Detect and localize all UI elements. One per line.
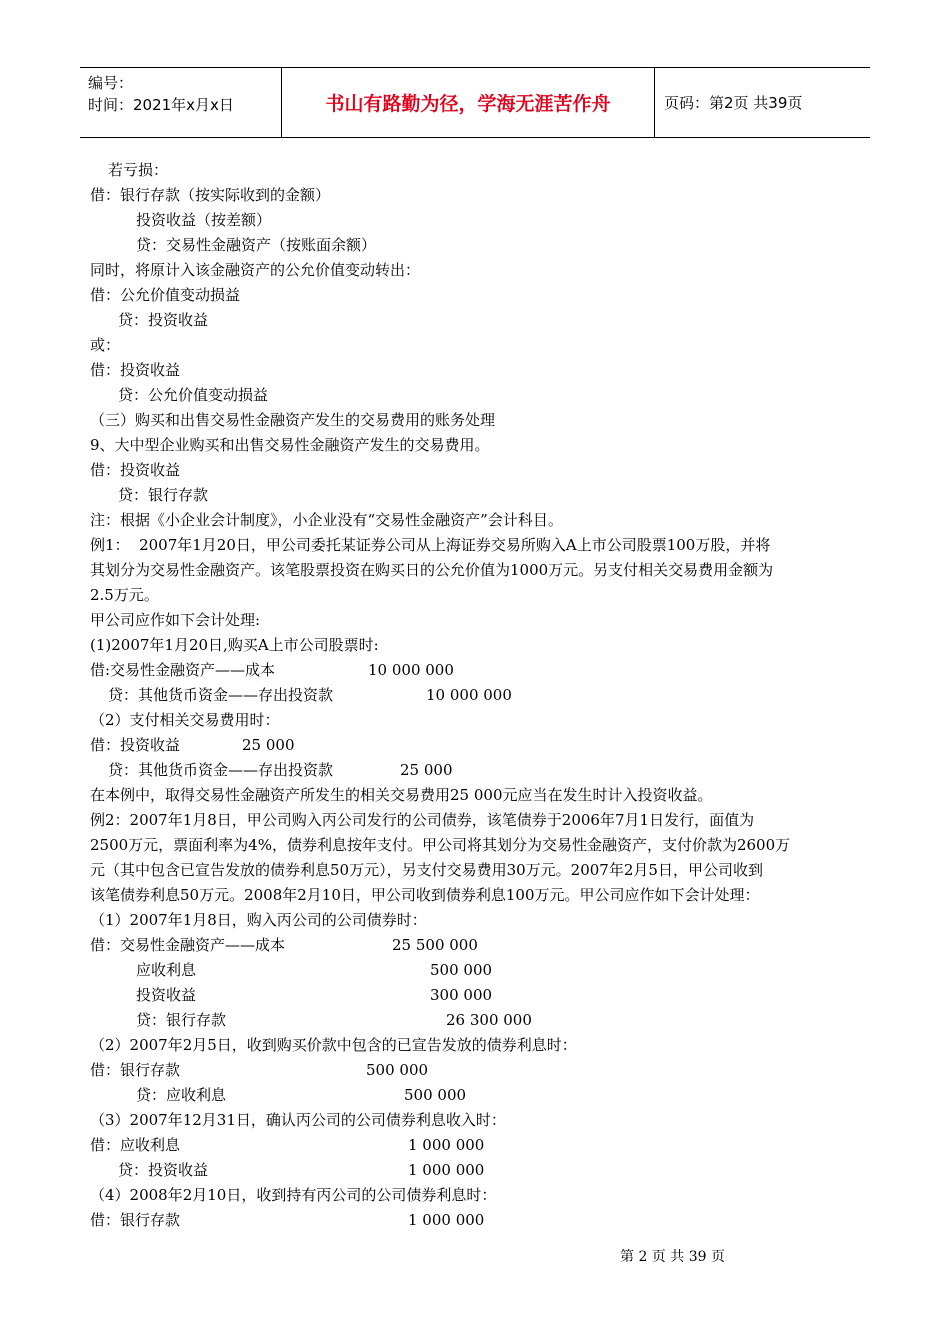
entry-account: 贷：应收利息 [136,1086,227,1104]
entry-amount: 25 000 [400,761,453,779]
entry-amount: 10 000 000 [426,686,512,704]
entry-amount: 25 500 000 [392,936,478,954]
text-line: （2）2007年2月5日，收到购买价款中包含的已宣告发放的债券利息时： [90,1036,577,1054]
entry-account: 贷：其他货币资金——存出投资款 [108,761,334,779]
entry-account: 投资收益 [136,986,197,1004]
text-line: （3）2007年12月31日，确认丙公司的公司债券利息收入时： [90,1111,506,1129]
header-divider [654,68,655,137]
entry-account: 借：银行存款 [90,1061,181,1079]
header-number: 编号： [88,74,134,92]
text-line: （4）2008年2月10日，收到持有丙公司的公司债券利息时： [90,1186,497,1204]
text-line: 2.5万元。 [90,586,159,604]
entry-account: 贷：投资收益 [118,1161,209,1179]
page-header [80,67,870,138]
header-page-number: 页码：第2页 共39页 [664,94,803,112]
text-line: 其划分为交易性金融资产。该笔股票投资在购买日的公允价值为1000万元。另支付相关交易费用金额为 [90,561,774,579]
text-line: 贷：银行存款 [118,486,209,504]
entry-amount: 10 000 000 [368,661,454,679]
text-line: 该笔债券利息50万元。2008年2月10日，甲公司收到债券利息100万元。甲公司应作如下会计处理： [90,886,760,904]
entry-account: 借：应收利息 [90,1136,181,1154]
text-line: 借：银行存款（按实际收到的金额） [90,186,331,204]
text-line: (1)2007年1月20日,购买A上市公司股票时: [90,636,379,654]
section-heading: （三）购买和出售交易性金融资产发生的交易费用的账务处理 [90,411,496,429]
header-time: 时间：2021年x月x日 [88,96,234,114]
text-line: 例2：2007年1月8日，甲公司购入丙公司发行的公司债券，该笔债券于2006年7月1日发行，面值为 [90,811,755,829]
text-line: 2500万元，票面利率为4%，债券利息按年支付。甲公司将其划分为交易性金融资产，支付价款为2600万 [90,836,791,854]
text-line: 例1： 2007年1月20日，甲公司委托某证券公司从上海证券交易所购入A上市公司股票100万股，并将 [90,536,771,554]
entry-account: 借：交易性金融资产——成本 [90,936,286,954]
entry-amount: 500 000 [366,1061,429,1079]
entry-account: 贷：银行存款 [136,1011,227,1029]
text-line: 若亏损： [108,161,169,179]
text-line: 贷：投资收益 [118,311,209,329]
text-line: 借：投资收益 [90,361,181,379]
entry-amount: 26 300 000 [446,1011,532,1029]
entry-account: 应收利息 [136,961,197,979]
text-line: 元（其中包含已宣告发放的债券利息50万元），另支付交易费用30万元。2007年2月5日，甲公司收到 [90,861,763,879]
footer-page-number: 第 2 页 共 39 页 [620,1249,725,1265]
header-motto: 书山有路勤为径，学海无涯苦作舟 [325,93,611,115]
text-line: 贷：公允价值变动损益 [118,386,269,404]
text-line: 9、大中型企业购买和出售交易性金融资产发生的交易费用。 [90,436,490,454]
text-line: 甲公司应作如下会计处理: [90,611,261,629]
entry-account: 借：银行存款 [90,1211,181,1229]
entry-amount: 1 000 000 [408,1136,485,1154]
entry-account: 贷：其他货币资金——存出投资款 [108,686,334,704]
text-line: 借：公允价值变动损益 [90,286,241,304]
text-line: 或： [90,336,121,354]
text-line: 投资收益（按差额） [136,211,272,229]
header-meta [88,72,234,116]
entry-account: 借:交易性金融资产——成本 [90,661,276,679]
entry-amount: 300 000 [430,986,493,1004]
entry-amount: 1 000 000 [408,1161,485,1179]
entry-amount: 25 000 [242,736,295,754]
text-line: （2）支付相关交易费用时： [90,711,280,729]
entry-amount: 500 000 [430,961,493,979]
text-line: 在本例中，取得交易性金融资产所发生的相关交易费用25 000元应当在发生时计入投资收益。 [90,786,713,804]
text-line: 同时，将原计入该金融资产的公允价值变动转出： [90,261,421,279]
document-body [90,158,870,1233]
text-line: 注：根据《小企业会计制度》，小企业没有“交易性金融资产”会计科目。 [90,511,563,529]
text-line: 贷：交易性金融资产（按账面余额） [136,236,377,254]
text-line: （1）2007年1月8日，购入丙公司的公司债券时： [90,911,427,929]
entry-amount: 500 000 [404,1086,467,1104]
entry-account: 借：投资收益 [90,736,181,754]
text-line: 借：投资收益 [90,461,181,479]
entry-amount: 1 000 000 [408,1211,485,1229]
